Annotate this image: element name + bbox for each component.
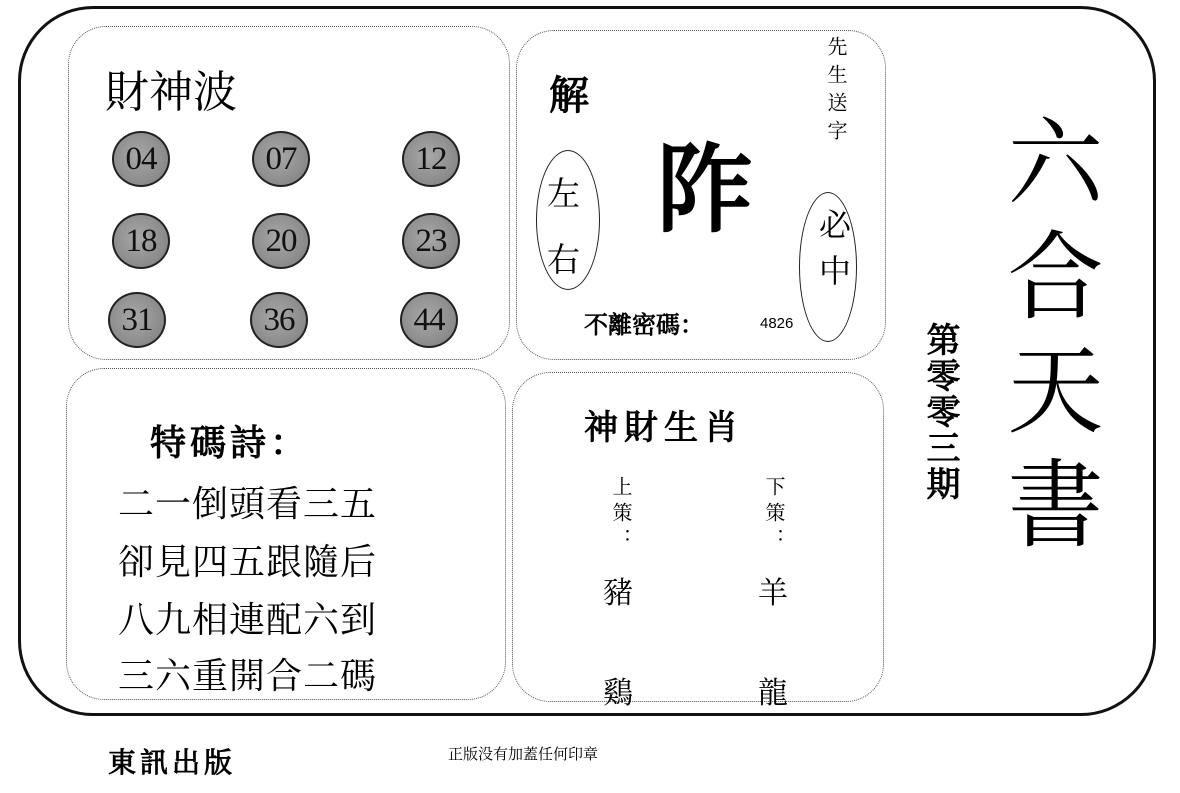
- number-ball: 23: [402, 213, 460, 269]
- riddle-character: 阼: [657, 134, 753, 246]
- upper-strategy-label: 上策：: [609, 476, 633, 554]
- number-ball: 04: [112, 131, 170, 187]
- lower-strategy-label: 下策：: [762, 476, 786, 554]
- number-ball: 31: [108, 292, 166, 348]
- zodiac-title: 神財生肖: [584, 408, 744, 448]
- hint-left: 左: [547, 174, 580, 213]
- upper-zodiac: 豬: [603, 576, 633, 611]
- page-title: 六合天書: [992, 112, 1104, 568]
- number-ball: 07: [252, 131, 310, 187]
- hint-right: 右: [547, 240, 580, 279]
- number-ball: 12: [402, 131, 460, 187]
- wealth-wave-title: 財神波: [105, 67, 237, 118]
- poem-title: 特碼詩：: [150, 423, 311, 464]
- poem-line: 二一倒頭看三五: [118, 484, 378, 525]
- poem-line: 卻見四五跟隨后: [118, 542, 378, 583]
- number-ball: 44: [400, 292, 458, 348]
- poem-line: 三六重開合二碼: [118, 656, 378, 697]
- notice: 正版没有加蓋任何印章: [448, 745, 599, 763]
- lower-zodiac: 龍: [758, 676, 788, 711]
- upper-zodiac: 鷄: [603, 676, 633, 711]
- publisher: 東訊出版: [108, 746, 237, 779]
- issue-number: 第零零三期: [920, 322, 960, 502]
- number-ball: 20: [252, 213, 310, 269]
- code-value: 4826: [760, 315, 794, 332]
- sender-text: 先生送字: [824, 36, 848, 148]
- number-ball: 36: [250, 292, 308, 348]
- number-ball: 18: [112, 213, 170, 269]
- riddle-label: 解: [549, 73, 589, 119]
- poem-line: 八九相連配六到: [118, 600, 378, 641]
- code-label: 不離密碼：: [584, 311, 704, 339]
- must-hit-text: 必中: [814, 208, 852, 300]
- lower-zodiac: 羊: [758, 576, 788, 611]
